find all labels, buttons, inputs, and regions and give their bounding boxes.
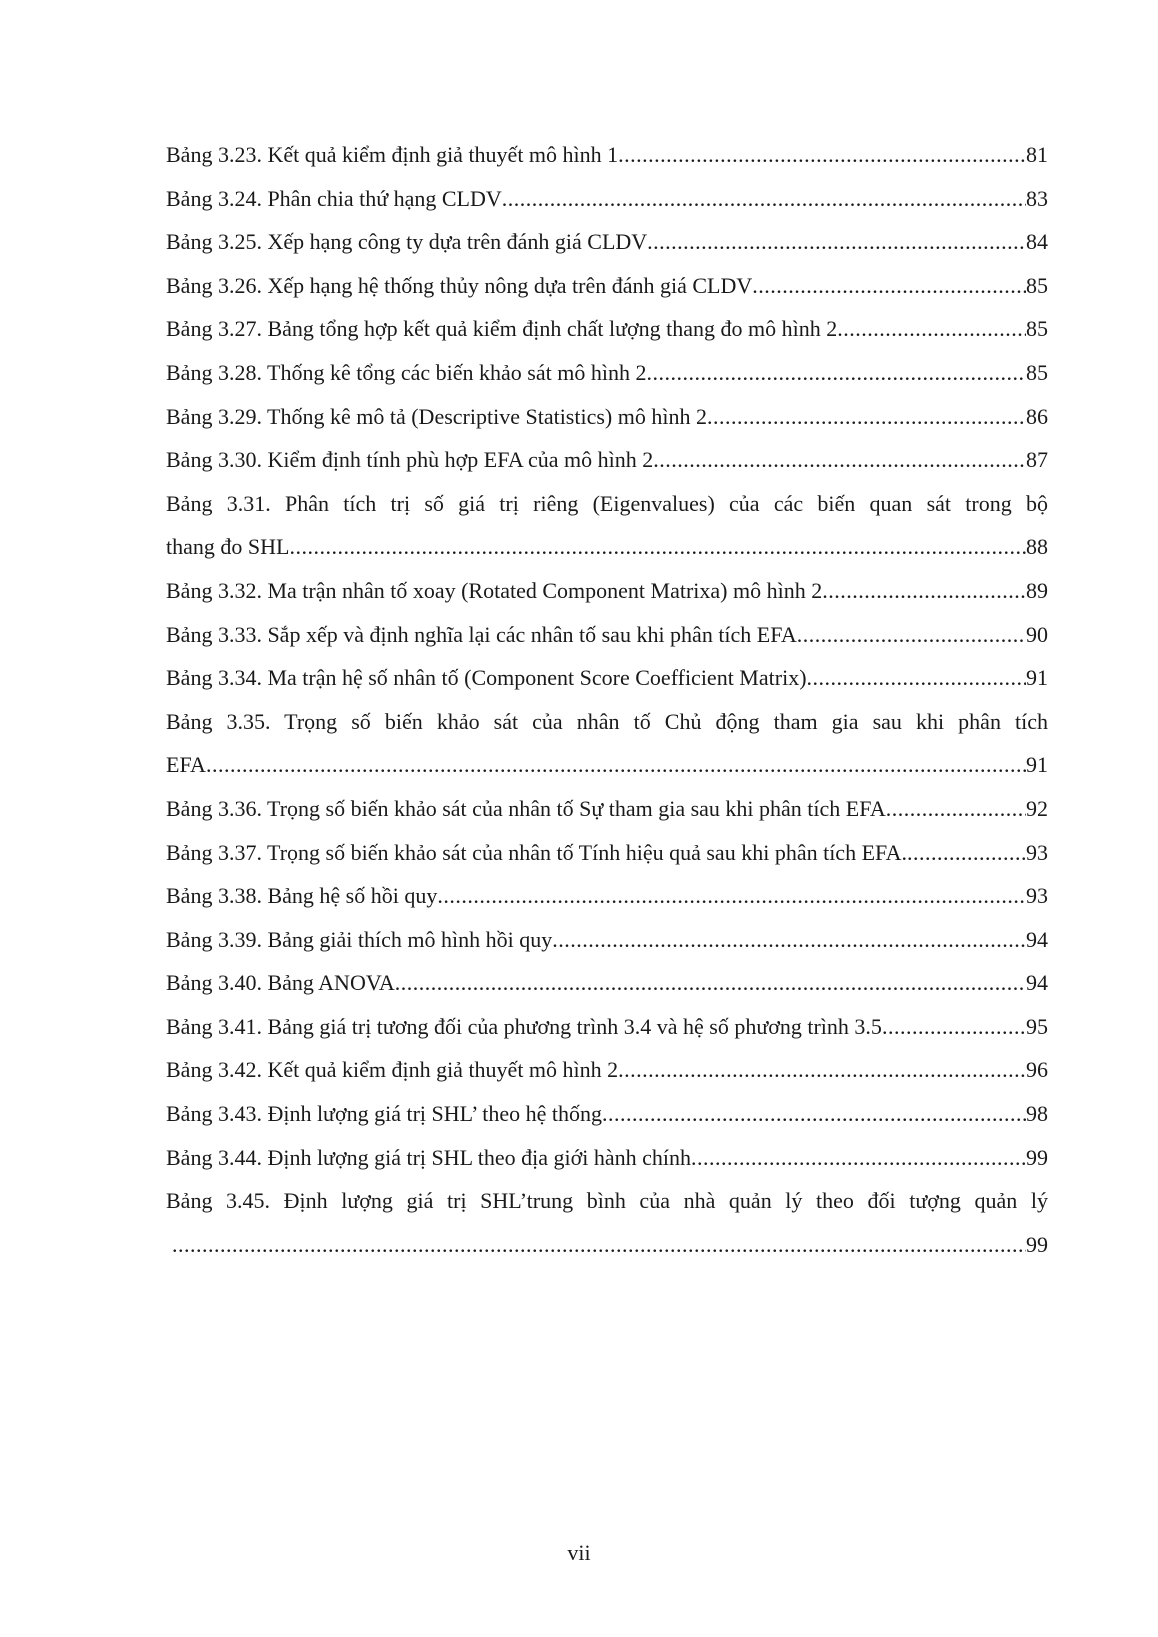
dot-leader [618, 1048, 1026, 1092]
toc-entry-title: Bảng 3.25. Xếp hạng công ty dựa trên đánh giá CLDV [166, 229, 648, 255]
toc-entry-title: Bảng 3.37. Trọng số biến khảo sát của nhân tố Tính hiệu quả sau khi phân tích EFA. [166, 839, 907, 865]
toc-entry-page: 91 [1026, 665, 1048, 691]
toc-entry-page: 96 [1026, 1057, 1048, 1083]
toc-entry-page: 98 [1026, 1101, 1048, 1127]
toc-entry-title-line1: Bảng 3.31. Phân tích trị số giá trị riêng (Eigenvalues) của các biến quan sát trong bộ [166, 490, 1048, 516]
dot-leader [886, 787, 1026, 831]
toc-entry[interactable] [166, 787, 1048, 831]
toc-entry-page: 85 [1026, 359, 1048, 385]
dot-leader [807, 656, 1026, 700]
toc-entry-title-line1: Bảng 3.35. Trọng số biến khảo sát của nhân tố Chủ động tham gia sau khi phân tích [166, 708, 1048, 734]
toc-entry[interactable] [166, 831, 1048, 875]
dot-leader [552, 918, 1026, 962]
toc-entry-page: 88 [1026, 534, 1048, 560]
dot-leader [653, 438, 1026, 482]
toc-entry-title: Bảng 3.27. Bảng tổng hợp kết quả kiểm định chất lượng thang đo mô hình 2 [166, 316, 838, 342]
toc-entry[interactable] [166, 1092, 1048, 1136]
dot-leader [907, 831, 1026, 875]
dot-leader [691, 1136, 1026, 1180]
toc-entry-title-line1: Bảng 3.45. Định lượng giá trị SHL’trung bình của nhà quản lý theo đối tượng quản lý [166, 1188, 1048, 1214]
toc-entry-page: 92 [1026, 795, 1048, 821]
toc-entry-page: 85 [1026, 272, 1048, 298]
toc-entry-page: 99 [1026, 1144, 1048, 1170]
table-of-tables-list [166, 133, 1048, 1266]
toc-entry-page: 87 [1026, 447, 1048, 473]
dot-leader [822, 569, 1026, 613]
toc-entry[interactable] [166, 220, 1048, 264]
toc-entry-title: Bảng 3.23. Kết quả kiểm định giả thuyết mô hình 1 [166, 142, 619, 167]
toc-entry-page: 81 [1026, 142, 1048, 167]
toc-entry-page: 95 [1026, 1013, 1048, 1039]
toc-entry[interactable] [166, 1048, 1048, 1092]
toc-entry-title: Bảng 3.40. Bảng ANOVA [166, 970, 395, 996]
toc-entry-page: 86 [1026, 403, 1048, 429]
toc-entry[interactable] [166, 613, 1048, 657]
dot-leader [289, 525, 1026, 569]
toc-entry-title: Bảng 3.36. Trọng số biến khảo sát của nhân tố Sự tham gia sau khi phân tích EFA [166, 795, 886, 821]
dot-leader [172, 1223, 1026, 1267]
dot-leader [647, 220, 1026, 264]
toc-entry[interactable] [166, 918, 1048, 962]
toc-entry[interactable] [166, 656, 1048, 700]
dot-leader [618, 133, 1026, 177]
toc-entry-title: Bảng 3.39. Bảng giải thích mô hình hồi quy [166, 926, 553, 952]
toc-entry-page: 93 [1026, 883, 1048, 909]
toc-entry[interactable] [166, 874, 1048, 918]
toc-entry-title: Bảng 3.28. Thống kê tổng các biến khảo sát mô hình 2 [166, 359, 647, 385]
toc-entry-page: 89 [1026, 577, 1048, 603]
toc-entry-title: Bảng 3.34. Ma trận hệ số nhân tố (Component Score Coefficient Matrix) [166, 665, 807, 691]
dot-leader [752, 264, 1026, 308]
toc-entry-title: Bảng 3.24. Phân chia thứ hạng CLDV [166, 185, 502, 211]
toc-entry[interactable] [166, 1136, 1048, 1180]
toc-entry[interactable] [166, 351, 1048, 395]
toc-entry-page: 84 [1026, 229, 1048, 255]
toc-entry-page: 93 [1026, 839, 1048, 865]
dot-leader [602, 1092, 1026, 1136]
toc-entry-title: Bảng 3.44. Định lượng giá trị SHL theo địa giới hành chính [166, 1144, 692, 1170]
toc-entry-title: Bảng 3.30. Kiểm định tính phù hợp EFA của mô hình 2 [166, 447, 654, 473]
toc-entry-title: Bảng 3.29. Thống kê mô tả (Descriptive Statistics) mô hình 2 [166, 403, 707, 429]
dot-leader [882, 1005, 1026, 1049]
dot-leader [206, 743, 1026, 787]
toc-entry-page: 94 [1026, 970, 1048, 996]
toc-entry-page: 85 [1026, 316, 1048, 342]
toc-entry-title: Bảng 3.32. Ma trận nhân tố xoay (Rotated Component Matrixa) mô hình 2 [166, 577, 823, 603]
toc-entry[interactable] [166, 438, 1048, 482]
dot-leader [437, 874, 1026, 918]
toc-entry[interactable] [166, 961, 1048, 1005]
dot-leader [837, 307, 1026, 351]
toc-entry[interactable] [166, 1005, 1048, 1049]
toc-entry[interactable] [166, 307, 1048, 351]
toc-entry[interactable] [166, 700, 1048, 787]
page-number: vii [567, 1540, 591, 1565]
toc-entry-title: Bảng 3.38. Bảng hệ số hồi quy [166, 883, 438, 909]
dot-leader [395, 961, 1026, 1005]
toc-entry-title-line2: EFA [166, 752, 206, 778]
dot-leader [646, 351, 1026, 395]
toc-entry-title: Bảng 3.26. Xếp hạng hệ thống thủy nông dựa trên đánh giá CLDV [166, 272, 753, 298]
toc-entry[interactable] [166, 1179, 1048, 1266]
toc-entry[interactable] [166, 177, 1048, 221]
toc-entry-title: Bảng 3.33. Sắp xếp và định nghĩa lại các nhân tố sau khi phân tích EFA [166, 621, 797, 647]
dot-leader [707, 395, 1026, 439]
toc-entry-title: Bảng 3.43. Định lượng giá trị SHL’ theo hệ thống [166, 1101, 603, 1127]
dot-leader [502, 177, 1026, 221]
toc-entry[interactable] [166, 482, 1048, 569]
toc-entry-page: 91 [1026, 752, 1048, 778]
toc-entry-page: 94 [1026, 926, 1048, 952]
toc-entry[interactable] [166, 264, 1048, 308]
toc-entry-title-line2: thang đo SHL [166, 534, 290, 560]
toc-entry[interactable] [166, 133, 1048, 177]
dot-leader [797, 613, 1026, 657]
toc-entry-page: 90 [1026, 621, 1048, 647]
toc-entry-title: Bảng 3.42. Kết quả kiểm định giả thuyết mô hình 2 [166, 1057, 619, 1083]
toc-entry-page: 83 [1026, 185, 1048, 211]
toc-entry-page: 99 [1026, 1231, 1048, 1257]
toc-entry[interactable] [166, 569, 1048, 613]
toc-entry[interactable] [166, 395, 1048, 439]
toc-entry-title: Bảng 3.41. Bảng giá trị tương đối của phương trình 3.4 và hệ số phương trình 3.5 [166, 1013, 882, 1039]
